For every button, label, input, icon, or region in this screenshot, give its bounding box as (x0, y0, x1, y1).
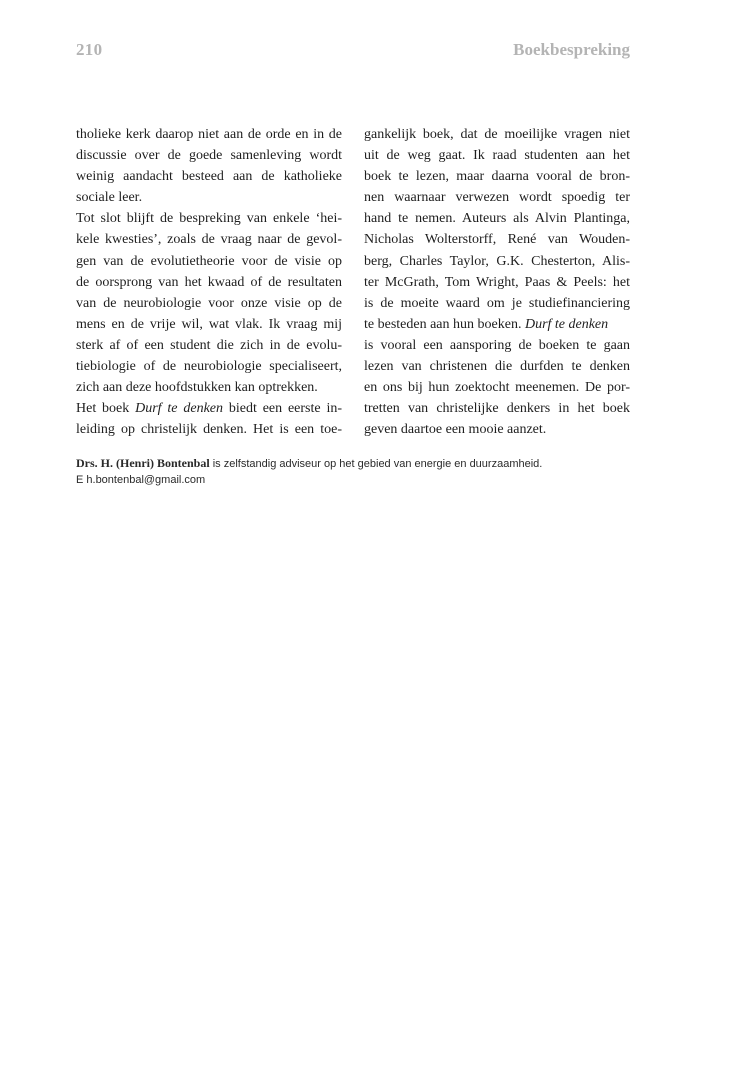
text-line: is vooral een aansporing de boeken te gaan (364, 337, 630, 353)
page-header (76, 40, 630, 64)
text-segment: Het boek (76, 401, 136, 417)
author-footnote (76, 455, 636, 488)
running-head: Boekbespreking (513, 40, 630, 59)
text-line: leiding op christelijk denken. Het is een toe- (76, 422, 342, 438)
author-name: Drs. H. (Henri) Bontenbal (76, 456, 210, 470)
text-column-right (364, 124, 630, 440)
text-line: gen van de evolutietheorie voor de visie op (76, 253, 342, 269)
book-title: Durf te denken (135, 401, 224, 417)
text-line: boek te lezen, maar daarna vooral de bron- (364, 169, 630, 185)
text-line: weinig aandacht besteed aan de katholieke (76, 169, 342, 185)
book-title: Durf te denken (524, 316, 609, 332)
text-line: Nicholas Wolterstorff, René van Wouden- (364, 232, 630, 248)
text-line: en ons bij hun zoektocht meenemen. De por- (364, 380, 630, 396)
text-line: lezen van christenen die durfden te denken (364, 359, 630, 375)
text-line: tiebiologie of de neurobiologie specialiseert, (76, 359, 342, 375)
text-line: sterk af of een student die zich in de evolu- (76, 337, 342, 353)
text-line: geven daartoe een mooie aanzet. (364, 422, 547, 438)
text-line: ter McGrath, Tom Wright, Paas & Peels: het (364, 274, 630, 290)
text-line: tholieke kerk daarop niet aan de orde en in de (76, 127, 342, 142)
text-column-left (76, 124, 342, 440)
text-segment: te besteden aan hun boeken. (364, 316, 525, 332)
text-line: berg, Charles Taylor, G.K. Chesterton, Alis- (364, 253, 630, 269)
text-line: hand te nemen. Auteurs als Alvin Plantinga, (364, 211, 630, 227)
text-line: discussie over de goede samenleving wordt (76, 148, 342, 164)
text-line: Tot slot blijft de bespreking van enkele ‘hei- (76, 211, 342, 227)
author-email[interactable]: E h.bontenbal@gmail.com (76, 474, 206, 486)
text-line (76, 398, 342, 419)
text-segment: biedt een eerste in- (223, 401, 342, 417)
text-line: kele kwesties’, zoals de vraag naar de gevol- (76, 232, 342, 248)
author-description: is zelfstandig adviseur op het gebied van energie en duurzaamheid. (209, 458, 543, 470)
text-line: van de neurobiologie voor onze visie op de (76, 295, 342, 311)
text-line (364, 314, 630, 335)
text-line: gankelijk boek, dat de moeilijke vragen niet (364, 127, 630, 142)
text-line: tretten van christelijke denkers in het boek (364, 401, 630, 417)
text-line: mens en de vrije wil, wat vlak. Ik vraag mij (76, 316, 342, 332)
page-number: 210 (76, 40, 103, 59)
text-line: uit de weg gaat. Ik raad studenten aan het (364, 148, 630, 164)
text-line: de oorsprong van het kwaad of de resultaten (76, 274, 342, 290)
text-line: sociale leer. (76, 190, 143, 206)
author-bio (76, 455, 636, 472)
text-line: nen waarnaar verwezen wordt spoedig ter (364, 190, 630, 206)
text-line: zich aan deze hoofdstukken kan optrekken. (76, 380, 318, 396)
text-line: is de moeite waard om je studiefinanciering (364, 295, 630, 311)
